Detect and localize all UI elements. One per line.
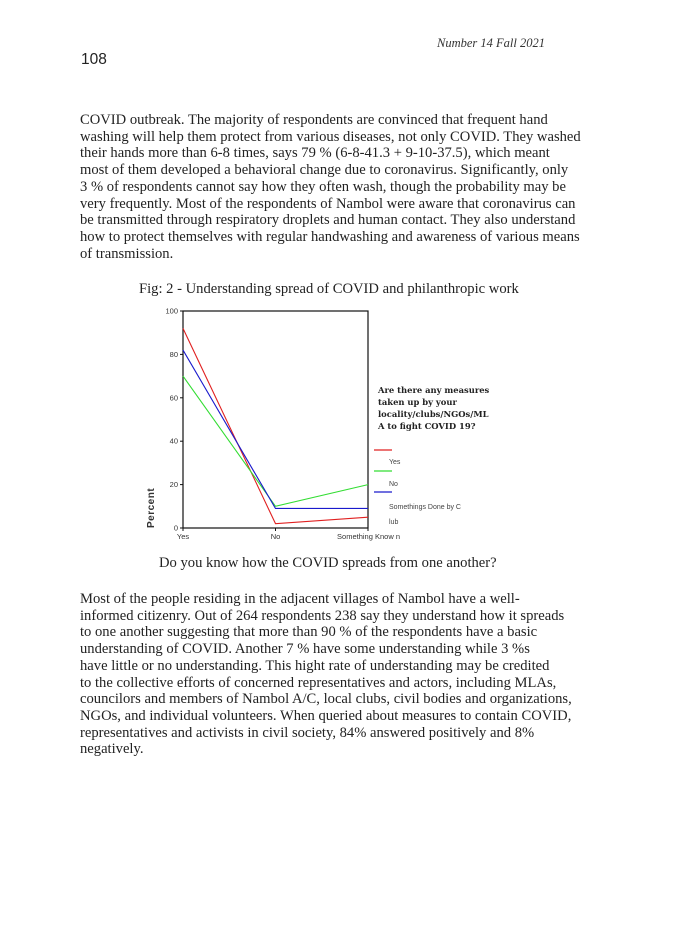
text-line: informed citizenry. Out of 264 respondents 238 say they understand how it spreads [80, 607, 565, 624]
x-axis-ticks [177, 528, 400, 541]
text-line: 3 % of respondents cannot say how they often wash, though the probability may be [80, 178, 566, 195]
text-line: how to protect themselves with regular handwashing and awareness of various means [80, 228, 580, 245]
series-lines [183, 328, 368, 523]
y-axis-label: Percent [146, 487, 157, 528]
text-line: their hands more than 6-8 times, says 79 % (6-8-41.3 + 9-10-37.5), which meant [80, 145, 550, 162]
x-tick-label: No [270, 532, 281, 541]
legend-label: Somethings Done by C [389, 504, 461, 511]
page-number: 108 [81, 51, 107, 68]
text-line: of transmission. [80, 245, 174, 262]
y-tick-label: 80 [169, 349, 178, 359]
series-line [183, 328, 368, 523]
paragraph-2 [80, 591, 570, 758]
text-line: understanding of COVID. Another 7 % have some understanding while 3 %s [80, 641, 530, 658]
legend-title-line: taken up by your [378, 397, 457, 407]
series-line [183, 350, 368, 508]
text-line: be transmitted through respiratory droplets and human contact. They also understand [80, 212, 576, 229]
x-tick-label: Yes [176, 532, 190, 541]
figure-caption: Fig: 2 - Understanding spread of COVID and philanthropic work [139, 281, 519, 297]
text-line: councilors and members of Nambol A/C, local clubs, civil bodies and organizations, [80, 691, 572, 708]
legend-title-line: Are there any measures [378, 385, 490, 395]
legend-label: Yes [389, 459, 401, 466]
text-line: have little or no understanding. This hight rate of understanding may be credited [80, 657, 550, 674]
text-line: to the collective efforts of concerned representatives and actors, including MLAs, [80, 674, 557, 691]
legend-title-line: locality/clubs/NGOs/ML [378, 409, 489, 419]
text-line: most of them developed a behavioral change due to coronavirus. Significantly, only [80, 162, 569, 179]
y-tick-label: 0 [173, 523, 178, 533]
journal-issue: Number 14 Fall 2021 [437, 36, 545, 50]
text-line: very frequently. Most of the respondents of Nambol were aware that coronavirus can [80, 195, 576, 212]
legend-label: lub [389, 519, 399, 526]
legend-label: No [389, 481, 398, 488]
text-line: COVID outbreak. The majority of respondents are convinced that frequent hand [80, 112, 548, 128]
series-line [183, 376, 368, 506]
legend [374, 450, 461, 526]
y-tick-label: 20 [169, 480, 178, 490]
y-axis-ticks [165, 307, 183, 533]
plot-area-border [183, 311, 368, 528]
text-line: to one another suggesting that more than 90 % of the respondents have a basic [80, 624, 538, 641]
text-line: washing will help them protect from various diseases, not only COVID. They washed [80, 128, 581, 145]
y-tick-label: 100 [165, 306, 178, 316]
legend-title-line: A to fight COVID 19? [378, 421, 476, 431]
y-tick-label: 60 [169, 393, 178, 403]
y-tick-label: 40 [169, 436, 178, 446]
text-line: negatively. [80, 741, 144, 758]
text-line: NGOs, and individual volunteers. When queried about measures to contain COVID, [80, 707, 572, 724]
x-tick-label: Something Know n [337, 532, 400, 541]
text-line: Most of the people residing in the adjacent villages of Nambol have a well- [80, 591, 520, 607]
text-line: representatives and activists in civil society, 84% answered positively and 8% [80, 724, 535, 741]
plot-frame [183, 311, 368, 528]
figure-question: Do you know how the COVID spreads from one another? [159, 555, 497, 571]
legend-title [378, 384, 498, 432]
